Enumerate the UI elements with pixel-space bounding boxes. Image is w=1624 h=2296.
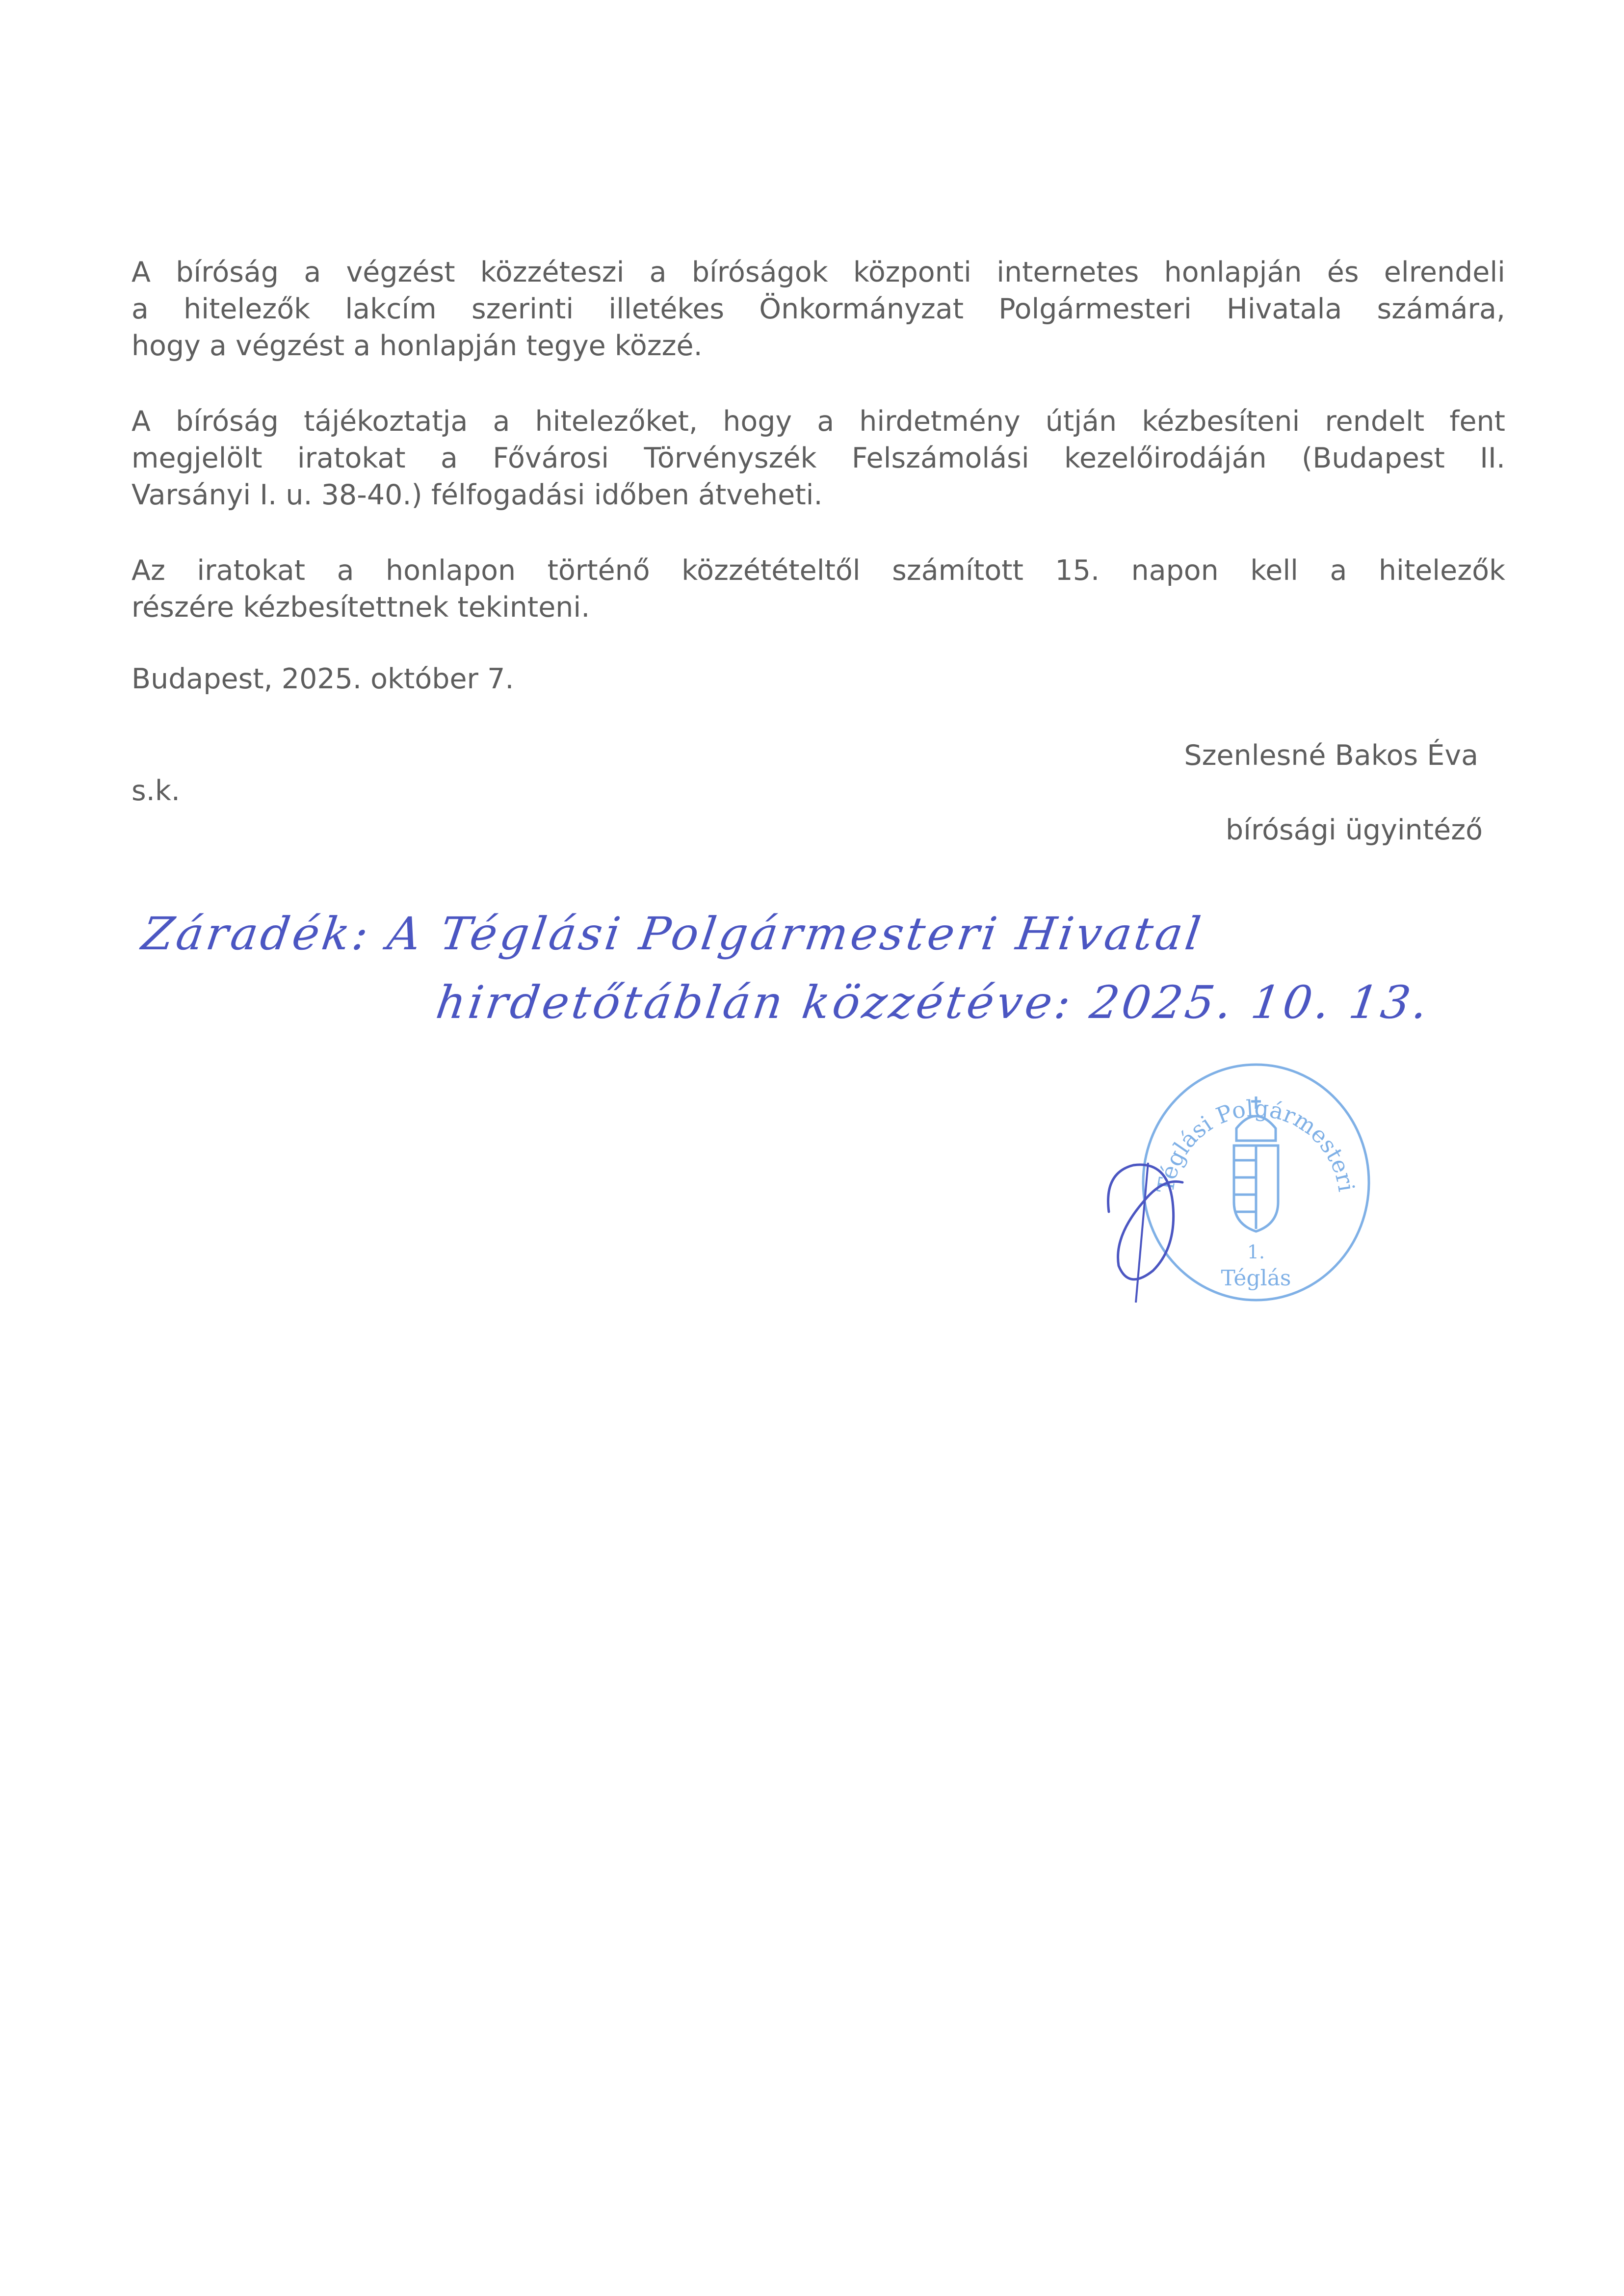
signer-title: bírósági ügyintéző	[1225, 814, 1483, 846]
signer-name: Szenlesné Bakos Éva	[1184, 739, 1478, 772]
text-line: részére kézbesítettnek tekinteni.	[131, 591, 590, 624]
signed-mark: s.k.	[131, 775, 180, 807]
stamp-number: 1.	[1247, 1241, 1265, 1263]
date-line: Budapest, 2025. október 7.	[131, 663, 514, 695]
text-line: Varsányi I. u. 38-40.) félfogadási időben átveheti.	[131, 479, 823, 511]
text-line: hogy a végzést a honlapján tegye közzé.	[131, 330, 703, 362]
text-line: megjelölt iratokat a Fővárosi Törvényszék Felszámolási kezelőirodáján (Budapest II.	[131, 442, 1505, 474]
text-line: A bíróság tájékoztatja a hitelezőket, hogy a hirdetmény útján kézbesíteni rendelt fent	[131, 405, 1505, 438]
text-line: a hitelezők lakcím szerinti illetékes Önkormányzat Polgármesteri Hivatala számára,	[131, 293, 1505, 325]
handwritten-note-line-2: hirdetőtáblán közzétéve: 2025. 10. 13.	[433, 976, 1434, 1029]
handwritten-note-line-1: Záradék: A Téglási Polgármesteri Hivatal	[138, 908, 1207, 960]
handwritten-signature	[1099, 1143, 1295, 1305]
stamp-ring-text: Téglási Polgármesteri Hivatal	[1118, 1034, 1361, 1200]
paragraph-publication	[131, 254, 1505, 365]
text-line: Az iratokat a honlapon történő közzétételtől számított 15. napon kell a hitelezők	[131, 554, 1505, 587]
stamp-bottom-text: Téglás	[1221, 1266, 1291, 1291]
text-line: A bíróság a végzést közzéteszi a bíróságok központi internetes honlapján és elrendeli	[131, 256, 1505, 288]
paragraph-delivery-deadline	[131, 552, 1505, 626]
paragraph-collection-info	[131, 403, 1505, 514]
